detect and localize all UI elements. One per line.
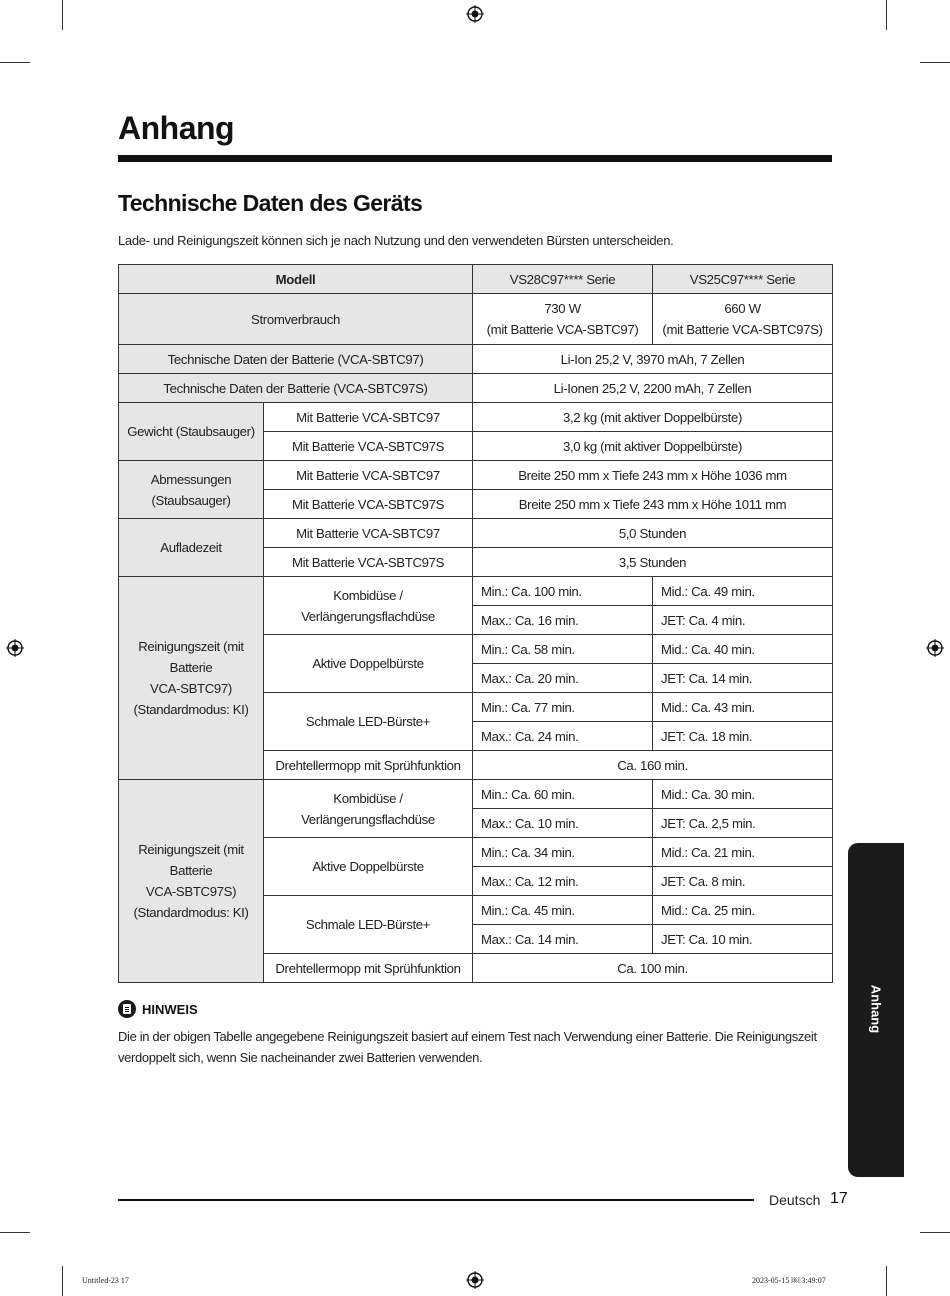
table-cell: Mid.: Ca. 21 min.: [653, 838, 833, 867]
table-cell: Max.: Ca. 12 min.: [473, 867, 653, 896]
label-line: VCA-SBTC97S): [145, 884, 237, 899]
table-row: [119, 345, 833, 374]
sub-label: Mit Batterie VCA-SBTC97S: [264, 490, 473, 519]
header-col2: VS25C97**** Serie: [653, 265, 833, 294]
sub-label: Mit Batterie VCA-SBTC97: [264, 461, 473, 490]
label-line: Verlängerungsflachdüse: [301, 608, 435, 624]
row-label: Aufladezeit: [119, 519, 264, 577]
table-cell: Min.: Ca. 58 min.: [473, 635, 653, 664]
table-cell: Max.: Ca. 10 min.: [473, 809, 653, 838]
table-cell: Min.: Ca. 45 min.: [473, 896, 653, 925]
crop-mark: [0, 62, 30, 63]
table-cell: JET: Ca. 4 min.: [653, 606, 833, 635]
table-cell: 3,5 Stunden: [473, 548, 833, 577]
table-cell: 5,0 Stunden: [473, 519, 833, 548]
sub-label: [264, 780, 473, 838]
label-line: Batterie: [169, 660, 213, 675]
print-info-left: Untitled-23 17: [82, 1276, 129, 1285]
table-cell: Min.: Ca. 77 min.: [473, 693, 653, 722]
note-line: Die in der obigen Tabelle angegebene Reinigungszeit basiert auf einem Test nach Verwendung einer Batterie. Die Reinigungszeit: [118, 1029, 817, 1044]
crop-mark: [62, 0, 63, 30]
table-cell: Breite 250 mm x Tiefe 243 mm x Höhe 1011 mm: [473, 490, 833, 519]
crop-mark: [886, 1266, 887, 1296]
registration-mark-icon: [926, 639, 944, 657]
table-cell: JET: Ca. 8 min.: [653, 867, 833, 896]
registration-mark-icon: [466, 1271, 484, 1289]
label-line: Kombidüse /: [333, 587, 403, 603]
sub-label: Mit Batterie VCA-SBTC97: [264, 403, 473, 432]
sub-label: Mit Batterie VCA-SBTC97S: [264, 548, 473, 577]
table-cell: Mid.: Ca. 40 min.: [653, 635, 833, 664]
table-cell: Min.: Ca. 60 min.: [473, 780, 653, 809]
footer-rule: [118, 1199, 754, 1201]
table-cell: Ca. 100 min.: [473, 954, 833, 983]
sub-label: Drehtellermopp mit Sprühfunktion: [264, 751, 473, 780]
table-cell: Max.: Ca. 16 min.: [473, 606, 653, 635]
crop-mark: [886, 0, 887, 30]
note-heading: [118, 1000, 832, 1018]
header-model: Modell: [119, 265, 473, 294]
label-line: (Standardmodus: KI): [133, 905, 249, 920]
table-cell: Min.: Ca. 34 min.: [473, 838, 653, 867]
note-line: verdoppelt sich, wenn Sie nacheinander zwei Batterien verwenden.: [118, 1050, 483, 1065]
sub-label: Mit Batterie VCA-SBTC97: [264, 519, 473, 548]
row-label: Technische Daten der Batterie (VCA-SBTC97S): [119, 374, 473, 403]
title-rule: [118, 155, 832, 162]
note-heading-label: HINWEIS: [142, 1001, 198, 1017]
sub-label: Mit Batterie VCA-SBTC97S: [264, 432, 473, 461]
label-line: Reinigungszeit (mit: [138, 639, 244, 654]
sub-label: Schmale LED-Bürste+: [264, 693, 473, 751]
label-line: (Staubsauger): [151, 492, 231, 508]
row-label: Stromverbrauch: [119, 294, 473, 345]
crop-mark: [920, 62, 950, 63]
table-cell: Li-Ion 25,2 V, 3970 mAh, 7 Zellen: [473, 345, 833, 374]
row-label: [119, 780, 264, 983]
table-cell: [653, 294, 833, 345]
table-row: [119, 294, 833, 345]
sub-label: Schmale LED-Bürste+: [264, 896, 473, 954]
table-cell: Li-Ionen 25,2 V, 2200 mAh, 7 Zellen: [473, 374, 833, 403]
table-cell: Min.: Ca. 100 min.: [473, 577, 653, 606]
note-box: [118, 1000, 832, 1068]
registration-mark-icon: [466, 5, 484, 23]
side-chapter-tab: [848, 843, 904, 1177]
table-cell: Max.: Ca. 24 min.: [473, 722, 653, 751]
table-row: [119, 374, 833, 403]
row-label: [119, 577, 264, 780]
table-cell: Mid.: Ca. 25 min.: [653, 896, 833, 925]
table-cell: Mid.: Ca. 30 min.: [653, 780, 833, 809]
note-text: [118, 1026, 832, 1068]
crop-mark: [62, 1266, 63, 1296]
table-cell: JET: Ca. 14 min.: [653, 664, 833, 693]
crop-mark: [0, 1232, 30, 1233]
table-row: [119, 461, 833, 490]
row-label: Gewicht (Staubsauger): [119, 403, 264, 461]
footer-language: Deutsch: [769, 1192, 821, 1208]
row-label: Technische Daten der Batterie (VCA-SBTC97): [119, 345, 473, 374]
label-line: (Standardmodus: KI): [133, 702, 249, 717]
table-cell: Breite 250 mm x Tiefe 243 mm x Höhe 1036 mm: [473, 461, 833, 490]
table-cell: 3,0 kg (mit aktiver Doppelbürste): [473, 432, 833, 461]
header-col1: VS28C97**** Serie: [473, 265, 653, 294]
cell-line: (mit Batterie VCA-SBTC97S): [662, 322, 823, 337]
sub-label: [264, 577, 473, 635]
print-info-right: 2023-05-15 ￼ 3:49:07: [752, 1276, 826, 1285]
crop-mark: [920, 1232, 950, 1233]
note-icon: [118, 1000, 136, 1018]
label-line: Abmessungen: [150, 471, 232, 487]
table-cell: [473, 294, 653, 345]
section-title: Anhang: [118, 110, 235, 146]
table-cell: Max.: Ca. 14 min.: [473, 925, 653, 954]
table-cell: Ca. 160 min.: [473, 751, 833, 780]
side-tab-label: Anhang: [868, 984, 884, 1034]
sub-label: Aktive Doppelbürste: [264, 635, 473, 693]
spec-table: [118, 264, 833, 983]
label-line: Reinigungszeit (mit: [138, 842, 244, 857]
table-row: [119, 403, 833, 432]
table-cell: Mid.: Ca. 43 min.: [653, 693, 833, 722]
table-cell: Mid.: Ca. 49 min.: [653, 577, 833, 606]
label-line: VCA-SBTC97): [150, 681, 232, 696]
sub-label: Aktive Doppelbürste: [264, 838, 473, 896]
page-number: 17: [830, 1190, 848, 1207]
cell-line: 660 W: [724, 301, 761, 316]
table-cell: Max.: Ca. 20 min.: [473, 664, 653, 693]
table-cell: JET: Ca. 2,5 min.: [653, 809, 833, 838]
page-subtitle: Technische Daten des Geräts: [118, 190, 423, 216]
table-cell: 3,2 kg (mit aktiver Doppelbürste): [473, 403, 833, 432]
cell-line: 730 W: [544, 301, 581, 316]
table-row: [119, 780, 833, 809]
label-line: Batterie: [169, 863, 213, 878]
label-line: Verlängerungsflachdüse: [301, 811, 435, 827]
registration-mark-icon: [6, 639, 24, 657]
sub-label: Drehtellermopp mit Sprühfunktion: [264, 954, 473, 983]
table-cell: JET: Ca. 10 min.: [653, 925, 833, 954]
label-line: Kombidüse /: [333, 790, 403, 806]
table-cell: JET: Ca. 18 min.: [653, 722, 833, 751]
row-label: [119, 461, 264, 519]
table-row: [119, 519, 833, 548]
intro-text: Lade- und Reinigungszeit können sich je nach Nutzung und den verwendeten Bürsten unterscheiden.: [118, 233, 674, 248]
table-row: [119, 577, 833, 606]
cell-line: (mit Batterie VCA-SBTC97): [486, 322, 639, 337]
